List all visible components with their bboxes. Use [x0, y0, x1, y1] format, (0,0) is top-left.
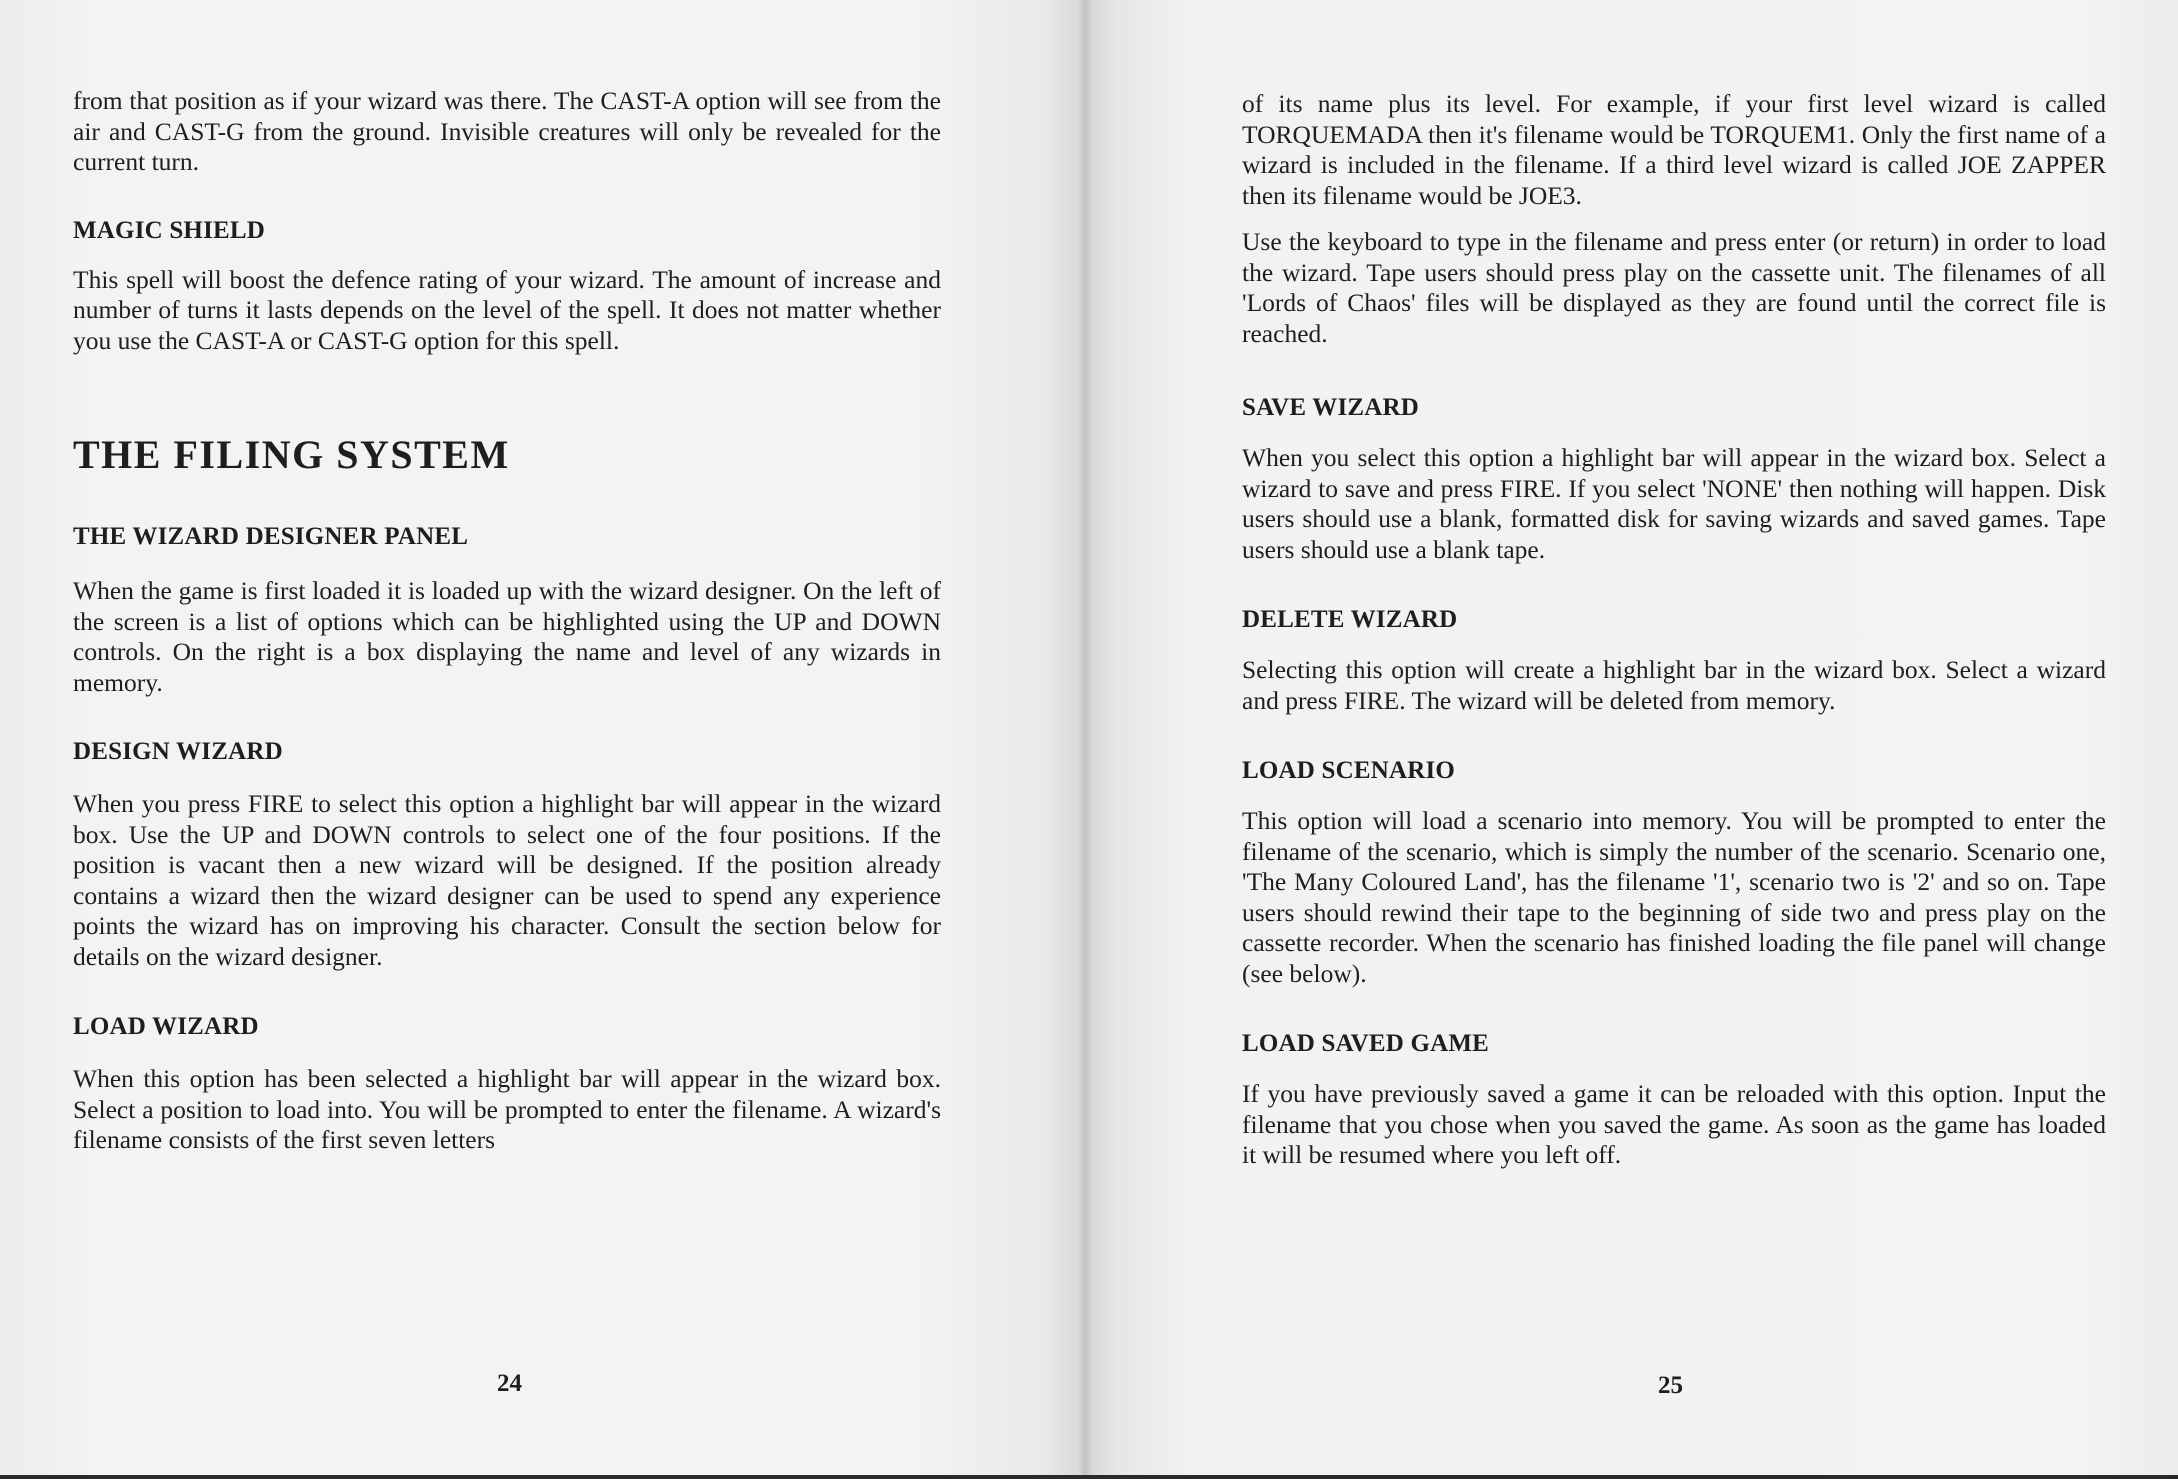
magic-shield-paragraph: This spell will boost the defence rating of your wizard. The amount of increase and number of turns it lasts depends on the level of the spell. It does not matter whether you use the CAST-A or CAST-G option for this spell. [73, 264, 941, 355]
page-number-24: 24 [497, 1370, 522, 1397]
magic-shield-heading: MAGIC SHIELD [73, 216, 266, 244]
design-wizard-heading: DESIGN WIZARD [73, 738, 283, 765]
right-column [1242, 89, 2106, 1171]
load-scenario-heading: LOAD SCENARIO [1242, 757, 1456, 784]
load-wizard-paragraph: When this option has been selected a highlight bar will appear in the wizard box. Select a position to load into. You will be prompted to enter the filename. A wizard's filename consists of the first seven letters [73, 1064, 941, 1154]
filename-paragraph: of its name plus its level. For example, if your first level wizard is called TORQUEMADA then it's filename would be TORQUEM1. Only the first name of a wizard is included in the filename. If a third level wizard is called JOE ZAPPER then its filename would be JOE3. [1242, 89, 2106, 210]
filing-system-title: THE FILING SYSTEM [73, 432, 510, 477]
load-scenario-paragraph: This option will load a scenario into memory. You will be prompted to enter the filename of the scenario, which is simply the number of the scenario. Scenario one, 'The Many Coloured Land', has the filename '1', scenario two is '2' and so on. Tape users should rewind their tape to the beginning of side two and press play on the cassette recorder. When the scenario has finished loading the file panel will change (see below). [1242, 806, 2106, 988]
delete-wizard-heading: DELETE WIZARD [1242, 606, 1458, 633]
wizard-designer-paragraph: When the game is first loaded it is loaded up with the wizard designer. On the left of the screen is a list of options which can be highlighted using the UP and DOWN controls. On the right is a box displaying the name and level of any wizards in memory. [73, 576, 941, 697]
intro-paragraph: from that position as if your wizard was there. The CAST-A option will see from the air and CAST-G from the ground. Invisible creatures will only be revealed for the current turn. [73, 86, 941, 176]
delete-wizard-paragraph: Selecting this option will create a highlight bar in the wizard box. Select a wizard and press FIRE. The wizard will be deleted from memory. [1242, 655, 2106, 715]
page-25 [1085, 0, 2178, 1479]
left-column [73, 86, 941, 1156]
page-bottom-edge [0, 1475, 2178, 1479]
save-wizard-heading: SAVE WIZARD [1242, 394, 1420, 421]
load-saved-game-heading: LOAD SAVED GAME [1242, 1030, 1490, 1057]
design-wizard-paragraph: When you press FIRE to select this option a highlight bar will appear in the wizard box. Use the UP and DOWN controls to select one of the four positions. If the position is vacant then a new wizard will be designed. If the position already contains a wizard then the wizard designer can be used to spend any experience points the wizard has on improving his character. Consult the section below for details on the wizard designer. [73, 789, 941, 971]
save-wizard-paragraph: When you select this option a highlight bar will appear in the wizard box. Select a wizard to save and press FIRE. If you select 'NONE' then nothing will happen. Disk users should use a blank, formatted disk for saving wizards and saved games. Tape users should use a blank tape. [1242, 443, 2106, 564]
page-24 [0, 0, 1085, 1479]
book-gutter-shadow [1078, 0, 1092, 1479]
keyboard-paragraph: Use the keyboard to type in the filename and press enter (or return) in order to load the wizard. Tape users should press play on the cassette unit. The filenames of all 'Lords of Chaos' files will be displayed as they are found until the correct file is reached. [1242, 227, 2106, 348]
load-saved-game-paragraph: If you have previously saved a game it can be reloaded with this option. Input the filename that you chose when you saved the game. As soon as the game has loaded it will be resumed where you left off. [1242, 1079, 2106, 1169]
page-number-25: 25 [1658, 1372, 1683, 1399]
wizard-designer-heading: THE WIZARD DESIGNER PANEL [73, 523, 469, 550]
load-wizard-heading: LOAD WIZARD [73, 1013, 259, 1040]
